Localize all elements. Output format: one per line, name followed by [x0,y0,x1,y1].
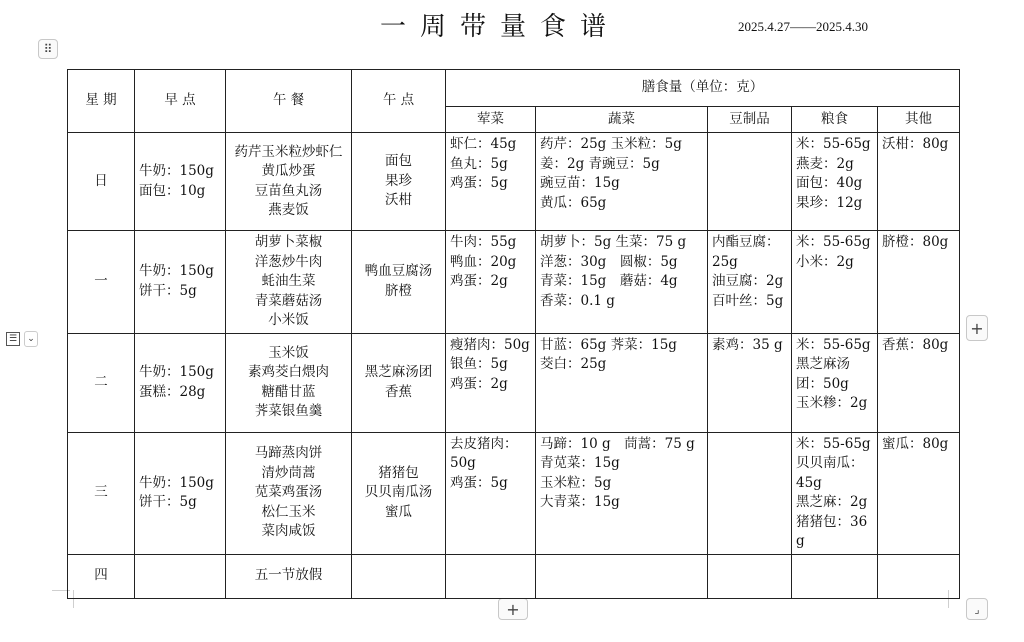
cell-line: 松仁玉米 [261,503,316,520]
cell-line: 素鸡：35 g [712,336,783,353]
cell-line: 黑芝麻汤 [796,356,850,372]
meat-cell[interactable] [446,432,536,554]
cell-line: 米：55-65g [796,435,871,452]
breakfast-cell[interactable] [135,133,226,231]
cell-line: 小米：2g [796,253,854,270]
cell-line: 饼干：5g [139,494,197,510]
grain-cell[interactable] [792,333,878,432]
header-other: 其他 [878,107,960,133]
header-weekday: 星 期 [68,70,135,133]
cell-line: 蜜瓜：80g [882,435,949,452]
weekday-cell[interactable]: 四 [68,554,135,598]
grain-cell[interactable] [792,231,878,334]
cell-line: 燕麦饭 [268,202,309,218]
cell-line: 香蕉：80g [882,336,949,353]
cell-line: 米：55-65g [796,336,871,353]
cell-line: 青菜蘑菇汤 [254,292,323,309]
cell-line: 青苋菜：15g [540,455,620,471]
header-veg: 蔬菜 [536,107,708,133]
cell-line: 药芹玉米粒炒虾仁 [234,143,343,160]
breakfast-cell[interactable] [135,231,226,334]
header-lunch: 午 餐 [226,70,352,133]
cell-line: 豆苗鱼丸汤 [254,182,323,199]
cell-line: 素鸡茭白煨肉 [248,364,329,380]
header-grain: 粮食 [792,107,878,133]
cell-line: 荠菜银鱼羹 [254,403,323,419]
lunch-cell[interactable] [226,133,352,231]
cell-line: 鸡蛋：5g [450,175,508,191]
cell-line: 瘦猪肉：50g [450,336,530,353]
cell-line: 牛奶：150g [139,474,214,491]
cell-line: 玉米饭 [268,344,309,361]
cell-line: 果珍：12g [796,194,863,211]
cell-line: 脐橙：80g [882,234,949,250]
cell-line: 茭白：25g [540,356,607,372]
cell-line: 鸡蛋：2g [450,273,508,289]
cell-line: 姜：2g 青豌豆：5g [540,155,660,172]
cell-line: 米：55-65g [796,136,871,152]
other-cell[interactable] [878,133,960,231]
cell-line: 鸡蛋：5g [450,474,508,491]
grain-cell[interactable] [792,133,878,231]
cell-line: 香菜：0.1 g [540,292,615,309]
meal-table [67,69,960,599]
cell-line: 胡萝卜菜椒 [254,234,323,250]
cell-line: 黄瓜：65g [540,194,607,211]
lunch-cell[interactable] [226,231,352,334]
snack-cell[interactable] [352,554,446,598]
cell-line: 猪猪包：36 [796,513,868,530]
cell-line: 油豆腐：2g [712,273,784,289]
table-row [68,432,960,554]
table-row [68,231,960,334]
veg-cell[interactable] [536,554,708,598]
table-move-handle[interactable] [38,39,58,59]
table-row [68,554,960,598]
cell-line: 鸭血豆腐汤 [364,263,433,280]
header-breakfast: 早 点 [135,70,226,133]
lunch-cell[interactable] [226,432,352,554]
header-snack: 午 点 [352,70,446,133]
cell-line: 燕麦：2g [796,155,854,172]
cell-line: 牛奶：150g [139,163,214,179]
add-row-button[interactable] [498,598,528,620]
cell-line: 蛋糕：28g [139,383,206,400]
cell-line: 药芹：25g 玉米粒：5g [540,136,682,152]
cell-line: 面包：40g [796,175,863,191]
cell-line: 黄瓜炒蛋 [261,163,316,179]
other-cell[interactable] [878,554,960,598]
lunch-cell[interactable] [226,333,352,432]
cell-line: 玉米粒：5g [540,474,612,491]
cell-line: 青菜：15g 蘑菇：4g [540,273,678,289]
weekday-cell[interactable]: 日 [68,133,135,231]
meat-cell[interactable] [446,554,536,598]
snack-cell[interactable] [352,333,446,432]
cell-line: 马蹄：10 g 茼蒿：75 g [540,435,695,452]
cell-line: 蜜瓜 [385,503,412,520]
meat-cell[interactable] [446,231,536,334]
soy-cell[interactable] [708,554,792,598]
cell-line: 面包：10g [139,182,206,199]
other-cell[interactable] [878,231,960,334]
table-row [68,333,960,432]
cell-line: 牛奶：150g [139,364,214,380]
chevron-down-icon[interactable]: ⌄ [24,331,38,347]
cell-line: 甘蓝：65g 荠菜：15g [540,336,677,353]
cell-line: 团：50g [796,375,849,392]
cell-line: 饼干：5g [139,282,197,299]
veg-cell[interactable] [536,231,708,334]
meat-cell[interactable] [446,333,536,432]
breakfast-cell[interactable] [135,554,226,598]
other-cell[interactable] [878,432,960,554]
meat-cell[interactable] [446,133,536,231]
cell-line: 百叶丝：5g [712,292,784,309]
plus-icon: + [506,599,520,619]
cell-line: 香蕉 [385,383,412,400]
plus-icon: + [970,318,984,338]
cell-line: 菜肉咸饭 [261,523,316,540]
row-tool[interactable] [6,328,46,350]
cell-line: 清炒茼蒿 [261,464,316,481]
veg-cell[interactable] [536,432,708,554]
cell-line: 米：55-65g [796,234,871,250]
cell-line: 大青菜：15g [540,494,620,510]
cell-line: 鱼丸：5g [450,155,508,172]
weekday-cell[interactable]: 二 [68,333,135,432]
soy-cell[interactable] [708,133,792,231]
cell-line: 45g [796,474,822,491]
cell-line: 牛肉：55g [450,234,517,250]
cell-line: 去皮猪肉： [450,435,518,452]
cell-line: 豌豆苗：15g [540,175,620,191]
weekday-cell[interactable]: 三 [68,432,135,554]
cell-line: 苋菜鸡蛋汤 [254,484,323,501]
table-row [68,133,960,231]
resize-icon: ⌟ [974,602,980,616]
snack-cell[interactable] [352,231,446,334]
cell-line: 黑芝麻：2g [796,494,868,510]
add-column-button[interactable] [966,315,988,341]
soy-cell[interactable] [708,432,792,554]
date-range: 2025.4.27——2025.4.30 [738,19,868,34]
cell-line: 鸭血：20g [450,253,517,270]
soy-cell[interactable] [708,231,792,334]
snack-cell[interactable] [352,432,446,554]
table-resize-handle[interactable] [966,598,988,620]
cell-line: 沃柑 [385,192,412,209]
cell-line: 牛奶：150g [139,263,214,280]
cell-line: 鸡蛋：2g [450,375,508,392]
cell-line: 25g [712,253,738,270]
cell-line: 虾仁：45g [450,136,517,152]
cell-line: 蚝油生菜 [261,273,316,289]
veg-cell[interactable] [536,133,708,231]
cell-line: 玉米糁：2g [796,395,868,411]
header-intake-group: 膳食量（单位：克） [446,70,960,107]
snack-cell[interactable] [352,133,446,231]
breakfast-cell[interactable] [135,333,226,432]
cell-line: 马蹄蒸肉饼 [254,445,323,462]
cell-line: 内酯豆腐： [712,234,780,250]
grain-cell[interactable] [792,432,878,554]
page-title: 一周带量食谱 [379,12,620,42]
cell-line: 猪猪包 [378,464,419,481]
grain-cell[interactable] [792,554,878,598]
lunch-cell[interactable] [226,554,352,598]
cell-line: 洋葱炒牛肉 [254,253,323,270]
cell-line: 洋葱：30g 圆椒：5g [540,253,678,270]
cell-line: 贝贝南瓜汤 [364,484,433,501]
cell-line: 果珍 [385,172,412,189]
cell-line: 胡萝卜：5g 生菜：75 g [540,234,687,250]
grip-icon: ⠿ [43,42,53,56]
cell-line: g [796,533,805,549]
breakfast-cell[interactable] [135,432,226,554]
header-meat: 荤菜 [446,107,536,133]
cell-line: 50g [450,455,476,471]
weekday-cell[interactable]: 一 [68,231,135,334]
soy-cell[interactable] [708,333,792,432]
other-cell[interactable] [878,333,960,432]
cell-line: 面包 [385,153,412,170]
cell-line: 黑芝麻汤团 [364,364,433,380]
cell-line: 贝贝南瓜： [796,455,864,471]
cell-line: 糖醋甘蓝 [261,383,316,400]
cell-line: 五一节放假 [254,567,323,584]
veg-cell[interactable] [536,333,708,432]
cell-line: 银鱼：5g [450,356,508,372]
cell-line: 沃柑：80g [882,136,949,152]
cell-line: 脐橙 [385,282,412,299]
cell-line: 小米饭 [268,312,309,328]
row-icon: ☰ [6,332,20,346]
header-soy: 豆制品 [708,107,792,133]
